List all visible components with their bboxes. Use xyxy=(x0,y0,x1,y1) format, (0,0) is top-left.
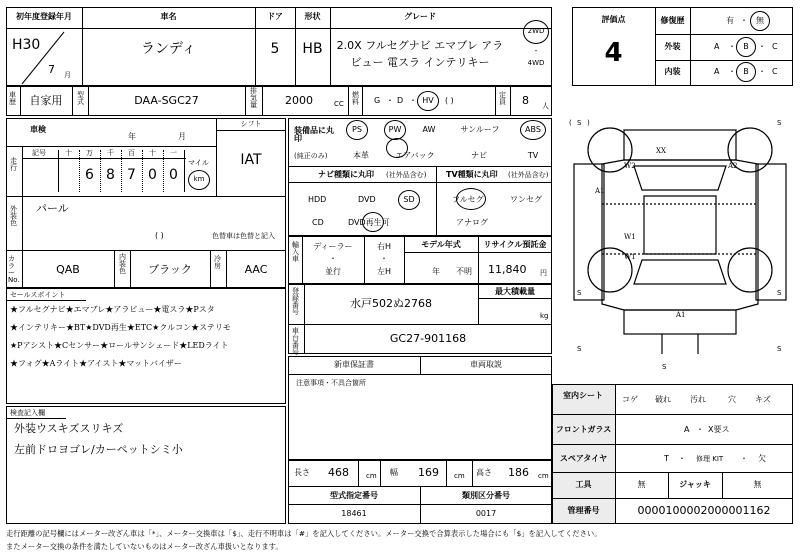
ext-b: B xyxy=(743,42,749,51)
spare-t: T xyxy=(664,454,669,463)
digit-1: 6 xyxy=(85,167,94,183)
chassis-label: 車台番号 xyxy=(292,327,299,356)
fuel-g: G xyxy=(374,96,381,105)
first-reg-label: 初年度登録年月 xyxy=(16,12,72,21)
height-cm: cm xyxy=(538,472,549,480)
usage-label: 車歴 xyxy=(9,91,16,106)
fuel-hv: HV xyxy=(422,96,434,105)
selling-line-1: ★フルセグナビ★エマブレ★アラビュー★電スラ★Pスタ xyxy=(10,305,215,314)
spare-none: 欠 xyxy=(758,454,766,463)
color-note-paren: ( ) xyxy=(155,231,164,240)
usage: 自家用 xyxy=(29,94,63,107)
ext-c: C xyxy=(772,42,778,51)
navi-label: ナビ種類に丸印 xyxy=(318,170,374,179)
max-load-unit: kg xyxy=(540,312,549,320)
car-rear-window xyxy=(634,260,726,284)
capacity-unit: 人 xyxy=(542,102,549,110)
fuel-dot1: ・ xyxy=(386,96,394,105)
equip-sunroof: サンルーフ xyxy=(460,125,500,134)
selling-label: セールスポイント xyxy=(10,291,66,299)
inspector-label: 検査記入欄 xyxy=(10,409,45,417)
glass-dot: ・ xyxy=(696,425,704,434)
mile-label: マイル xyxy=(188,159,209,167)
seat-hole: 穴 xyxy=(728,395,736,404)
tv-analog: アナログ xyxy=(456,218,488,227)
color-no: QAB xyxy=(56,263,80,276)
tools-label: 工具 xyxy=(575,480,592,489)
digit-label-5: 一 xyxy=(170,149,177,157)
shape-label: 形状 xyxy=(304,12,321,21)
navi-dvd: DVD xyxy=(358,195,376,204)
grade-line2: ビュー 電スラ インテリキー xyxy=(350,56,490,69)
spare-label: スペアタイヤ xyxy=(559,454,608,463)
footer-line1: 走行距離の記号欄にはメーター改ざん車は「*」、メーター交換車は「$」、走行不明車は「#」を記入してください。メーター交換で合算表示した場合にも「$」を記入してください。 xyxy=(6,529,602,538)
color-no-label: カラーNo. xyxy=(8,255,20,284)
shaken-month-unit: 月 xyxy=(178,132,186,141)
digit-label-1: 万 xyxy=(86,149,93,157)
recycle-yen: 円 xyxy=(540,269,547,277)
glass-a: A xyxy=(684,425,690,434)
mileage-label: 走行 xyxy=(10,157,17,172)
reg-no-label: 登録番号 xyxy=(292,287,299,316)
reg-month-unit: 月 xyxy=(64,71,71,79)
diagram-w1-b: W1 xyxy=(624,253,636,261)
diagram-s-6: S xyxy=(777,345,782,353)
door-label: ドア xyxy=(267,12,283,21)
length-cm: cm xyxy=(366,472,377,480)
spare-kit: 修理 KIT xyxy=(696,455,724,463)
fuel-dot2: ・ xyxy=(409,96,417,105)
int-dot2: ・ xyxy=(758,67,766,76)
score-label: 評価点 xyxy=(601,15,626,24)
car-hood xyxy=(624,130,736,160)
ext-a: A xyxy=(714,42,720,51)
diagram-s-3: S xyxy=(577,289,582,297)
capacity: 8 xyxy=(522,94,529,107)
tv-oneseg: ワンセグ xyxy=(510,195,542,204)
ac-label: 冷房 xyxy=(214,255,221,270)
model: DAA-SGC27 xyxy=(134,94,199,107)
fuel-label: 燃料 xyxy=(352,91,359,106)
diagram-s-5: S xyxy=(577,345,582,353)
ext-dot1: ・ xyxy=(728,42,736,51)
shape: HB xyxy=(302,41,323,57)
import-right: 右H xyxy=(376,242,391,251)
model-label: 型式 xyxy=(77,91,84,106)
import-dot2: ・ xyxy=(380,254,388,263)
width-label: 幅 xyxy=(390,468,398,477)
diagram-s-4: S xyxy=(777,289,782,297)
interior-color: ブラック xyxy=(148,263,192,276)
repair-no: 無 xyxy=(756,16,764,25)
footer-line2: またメーター交換の条件を満たしていないものはメーター改ざん車扱いとなります。 xyxy=(6,542,283,551)
ext-dot2: ・ xyxy=(758,42,766,51)
navi-sd: SD xyxy=(403,195,415,204)
seat-dirt: 汚れ xyxy=(690,395,706,404)
import-label: 輸入車 xyxy=(292,241,299,263)
type-no: 18461 xyxy=(341,509,367,518)
width: 169 xyxy=(418,466,439,479)
repair-yes: 有 xyxy=(726,16,734,25)
side-right xyxy=(756,164,786,300)
exterior-label: 外装 xyxy=(664,42,681,51)
reg-year: H30 xyxy=(12,37,41,53)
color-note: 色替車は色替と記入 xyxy=(212,232,275,240)
jack: 無 xyxy=(753,480,762,489)
wheel-rr xyxy=(728,248,772,292)
car-name: ランディ xyxy=(141,41,196,57)
diagram-s-1: S xyxy=(577,119,582,127)
warranty: 新車保証書 xyxy=(334,360,374,369)
selling-line-3: ★Pアシスト★Cセンサー★ロールサンシェード★LEDライト xyxy=(10,341,229,350)
shaken-year-unit: 年 xyxy=(128,132,136,141)
interior-label: 内装 xyxy=(664,67,681,76)
model-year-unknown: 不明 xyxy=(456,267,472,276)
fuel-paren: ( ) xyxy=(445,96,454,105)
model-year-unit: 年 xyxy=(432,267,440,276)
tv-fullseg: フルセグ xyxy=(452,195,484,204)
inspector-line1: 外装ウスキズスリキズ xyxy=(14,422,124,435)
equip-navi: ナビ xyxy=(471,151,487,160)
height-label: 高さ xyxy=(476,468,492,477)
import-dot: ・ xyxy=(329,254,337,263)
int-dot1: ・ xyxy=(728,67,736,76)
color-value: パール xyxy=(36,202,69,215)
drive-2wd: 2WD xyxy=(527,27,545,35)
equip-label: 装備品に丸印 xyxy=(294,126,334,143)
equip-aw: AW xyxy=(422,125,436,134)
score: 4 xyxy=(604,38,623,68)
inspector-line2: 左前ドロヨゴレ/カーペットシミ小 xyxy=(14,443,183,456)
digit-4: 0 xyxy=(148,167,157,183)
tv-label-small: (社外品含む) xyxy=(508,171,549,179)
glass-x: X要ス xyxy=(708,425,730,434)
doors: 5 xyxy=(270,41,280,57)
fuel-d: D xyxy=(397,96,404,105)
equip-sublabel: (純正のみ) xyxy=(294,152,328,160)
digit-label-0: 十 xyxy=(65,149,72,157)
digit-2: 8 xyxy=(106,167,115,183)
shift: IAT xyxy=(240,152,262,168)
equip-pw: PW xyxy=(388,125,402,134)
int-c: C xyxy=(772,67,778,76)
shaken-label: 車検 xyxy=(30,125,46,134)
import-left: 左H xyxy=(376,267,391,276)
diagram-paren-1: ( xyxy=(569,119,572,127)
km-label: km xyxy=(193,175,205,183)
equip-tv: TV xyxy=(527,151,539,160)
mgmt: 0000100002000001162 xyxy=(637,504,771,517)
capacity-label: 定員 xyxy=(499,91,506,106)
mark-label: 記号 xyxy=(32,149,46,157)
selling-line-4: ★フォグ★Aライト★アイスト★マットバイザー xyxy=(10,359,182,368)
spare-dot1: ・ xyxy=(678,454,686,463)
ac: AAC xyxy=(244,263,268,276)
color-label: 外装色 xyxy=(10,205,17,227)
repair-label: 修復歴 xyxy=(660,16,685,25)
car-name-label: 車名 xyxy=(160,12,177,21)
equip-airbag: エアバック xyxy=(395,151,435,160)
caution-label: 注意事項・不具合箇所 xyxy=(296,379,366,387)
length-label: 長さ xyxy=(294,468,310,477)
diagram-xx: XX xyxy=(656,147,666,155)
int-a: A xyxy=(714,67,720,76)
diagram-w1-a: W1 xyxy=(624,233,636,241)
recycle: 11,840 xyxy=(488,263,527,276)
diagram-a1-left: A1 xyxy=(595,187,605,195)
int-b: B xyxy=(743,67,749,76)
seat-tear: 破れ xyxy=(655,395,671,404)
max-load-label: 最大積載量 xyxy=(495,287,535,296)
grade-label: グレード xyxy=(404,12,436,21)
tools: 無 xyxy=(637,480,646,489)
spare-dot2: ・ xyxy=(740,454,748,463)
navi-dvd-play: DVD再生可 xyxy=(348,218,390,227)
diagram-paren-2: ) xyxy=(587,119,590,127)
drive-4wd: 4WD xyxy=(527,59,545,67)
diagram-s-2: S xyxy=(777,119,782,127)
chassis: GC27-901168 xyxy=(389,332,467,345)
diagram-a1-rear: A1 xyxy=(676,311,686,319)
digit-label-4: 十 xyxy=(149,149,156,157)
length: 468 xyxy=(328,466,349,479)
type-no-label: 型式指定番号 xyxy=(330,491,378,500)
digit-label-3: 百 xyxy=(128,149,135,157)
equip-leather: 本革 xyxy=(353,151,369,160)
seat-scratch: キズ xyxy=(755,395,771,404)
model-year-label: モデル年式 xyxy=(421,240,461,249)
reg-month: 7 xyxy=(48,63,55,76)
digit-3: 7 xyxy=(127,167,136,183)
interior-color-label: 内装色 xyxy=(119,253,126,275)
digit-label-2: 千 xyxy=(107,149,114,157)
car-damage-diagram xyxy=(562,104,796,382)
disp-label: 排気量 xyxy=(250,87,257,109)
width-cm: cm xyxy=(454,472,465,480)
equip-ps: PS xyxy=(352,125,362,134)
cc: CC xyxy=(334,100,344,108)
car-windshield xyxy=(634,166,726,190)
navi-cd: CD xyxy=(312,218,324,227)
seat-label: 室内シート xyxy=(563,391,603,400)
car-roof xyxy=(644,196,716,254)
import-dealer: ディーラー xyxy=(313,242,353,251)
glass-label: フロントガラス xyxy=(555,425,612,434)
side-left xyxy=(574,164,604,300)
diagram-w2: W2 xyxy=(624,162,636,170)
reg-no: 水戸502ぬ2768 xyxy=(350,297,432,310)
seat-burn: コゲ xyxy=(622,395,638,404)
import-parallel: 並行 xyxy=(325,267,341,276)
navi-hdd: HDD xyxy=(308,195,327,204)
digit-5: 0 xyxy=(169,167,178,183)
equip-abs: ABS xyxy=(525,125,541,134)
diagram-a2: A2 xyxy=(728,162,738,170)
repair-dot: ・ xyxy=(740,16,748,25)
selling-line-2: ★インテリキー★BT★DVD再生★ETC★クルコン★ステリモ xyxy=(10,323,231,332)
tv-label: TV種類に丸印 xyxy=(446,170,498,179)
height: 186 xyxy=(508,466,529,479)
diagram-s-7: S xyxy=(662,363,667,371)
class-no: 0017 xyxy=(475,509,497,518)
manual: 車両取説 xyxy=(470,360,502,369)
grade-line1: 2.0X フルセグナビ エマブレ アラ xyxy=(336,39,504,52)
jack-label: ジャッキ xyxy=(679,480,711,489)
recycle-label: リサイクル預託金 xyxy=(483,240,547,249)
drive-dot: ・ xyxy=(532,47,540,55)
mgmt-label: 管理番号 xyxy=(567,506,600,515)
shift-label: シフト xyxy=(240,120,262,128)
navi-label-small: (社外品含む) xyxy=(386,171,427,179)
displacement: 2000 xyxy=(285,94,313,107)
class-no-label: 類別区分番号 xyxy=(462,491,510,500)
